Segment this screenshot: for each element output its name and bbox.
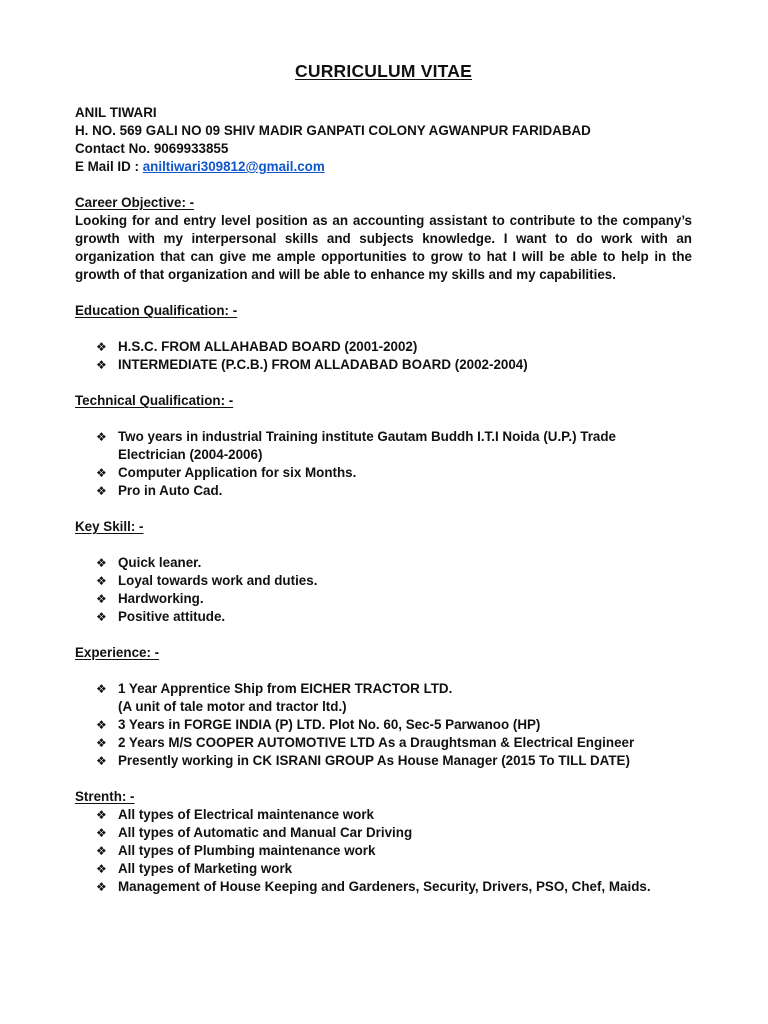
key-skill-heading: Key Skill: -	[75, 519, 144, 534]
bullet-icon: ❖	[96, 682, 107, 696]
email-row	[75, 158, 692, 176]
list-item: ❖ Loyal towards work and duties.	[96, 573, 318, 588]
education-heading: Education Qualification: -	[75, 303, 238, 318]
bullet-icon: ❖	[96, 610, 107, 624]
technical-heading: Technical Qualification: -	[75, 393, 234, 408]
list-item: ❖ 3 Years in FORGE INDIA (P) LTD. Plot No. 60, Sec-5 Parwanoo (HP)	[96, 717, 541, 732]
list-item: ❖ All types of Electrical maintenance work	[96, 807, 374, 822]
list-item: ❖ Positive attitude.	[96, 609, 226, 624]
list-item: ❖ Two years in industrial Training institute Gautam Buddh I.T.I Noida (U.P.) Trade Electrician (2004-2006)	[96, 429, 616, 462]
bullet-icon: ❖	[96, 574, 107, 588]
list-item: ❖ 1 Year Apprentice Ship from EICHER TRACTOR LTD. (A unit of tale motor and tractor ltd.)	[96, 681, 453, 714]
key-skill-list	[75, 554, 692, 626]
education-list	[75, 338, 692, 374]
list-item: ❖ H.S.C. FROM ALLAHABAD BOARD (2001-2002)	[96, 339, 418, 354]
experience-heading: Experience: -	[75, 645, 160, 660]
applicant-address: H. NO. 569 GALI NO 09 SHIV MADIR GANPATI COLONY AGWANPUR FARIDABAD	[75, 123, 591, 138]
career-objective-text: Looking for and entry level position as an accounting assistant to contribute to the company’s growth with my interpersonal skills and subjects knowledge. I want to do work with an organization that can give me ample opportunities to grow to hat I will be able to help in the growth of that organization and will be able to enhance my skills and my capabilities.	[75, 213, 692, 282]
bullet-icon: ❖	[96, 484, 107, 498]
bullet-icon: ❖	[96, 718, 107, 732]
list-item: ❖ All types of Automatic and Manual Car Driving	[96, 825, 413, 840]
contact-block	[75, 104, 692, 176]
strength-list	[75, 806, 692, 896]
list-item: ❖ Hardworking.	[96, 591, 204, 606]
list-item: ❖ INTERMEDIATE (P.C.B.) FROM ALLADABAD BOARD (2002-2004)	[96, 357, 528, 372]
technical-list	[75, 428, 692, 500]
cv-document	[75, 60, 692, 896]
list-item: ❖ 2 Years M/S COOPER AUTOMOTIVE LTD As a Draughtsman & Electrical Engineer	[96, 735, 635, 750]
bullet-icon: ❖	[96, 358, 107, 372]
bullet-icon: ❖	[96, 430, 107, 444]
email-link[interactable]: aniltiwari309812@gmail.com	[142, 159, 325, 174]
career-objective-heading: Career Objective: -	[75, 195, 195, 210]
list-item: ❖ Management of House Keeping and Gardeners, Security, Drivers, PSO, Chef, Maids.	[96, 879, 651, 894]
bullet-icon: ❖	[96, 592, 107, 606]
bullet-icon: ❖	[96, 844, 107, 858]
bullet-icon: ❖	[96, 862, 107, 876]
bullet-icon: ❖	[96, 556, 107, 570]
bullet-icon: ❖	[96, 466, 107, 480]
applicant-name: ANIL TIWARI	[75, 105, 157, 120]
list-item: ❖ Computer Application for six Months.	[96, 465, 357, 480]
strength-heading: Strenth: -	[75, 789, 135, 804]
list-item: ❖ Quick leaner.	[96, 555, 202, 570]
bullet-icon: ❖	[96, 340, 107, 354]
document-title: CURRICULUM VITAE	[295, 61, 472, 81]
bullet-icon: ❖	[96, 880, 107, 894]
email-label: E Mail ID :	[75, 159, 143, 174]
bullet-icon: ❖	[96, 826, 107, 840]
bullet-icon: ❖	[96, 736, 107, 750]
applicant-phone: Contact No. 9069933855	[75, 141, 229, 156]
bullet-icon: ❖	[96, 754, 107, 768]
list-item: ❖ All types of Marketing work	[96, 861, 293, 876]
list-item: ❖ All types of Plumbing maintenance work	[96, 843, 376, 858]
bullet-icon: ❖	[96, 808, 107, 822]
list-item: ❖ Presently working in CK ISRANI GROUP As House Manager (2015 To TILL DATE)	[96, 753, 630, 768]
list-item: ❖ Pro in Auto Cad.	[96, 483, 223, 498]
experience-list	[75, 680, 692, 770]
